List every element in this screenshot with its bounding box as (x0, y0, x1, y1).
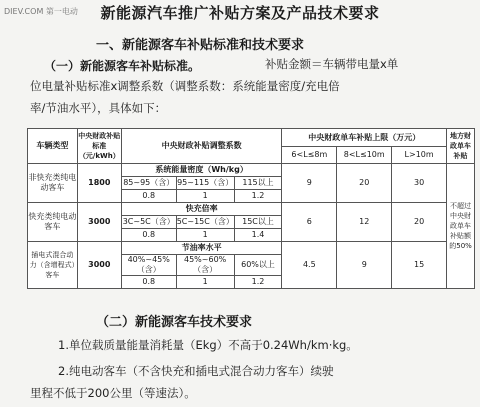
factor-cell: 1.4 (234, 229, 282, 242)
section-1-heading: 一、新能源客车补贴标准和技术要求 (96, 38, 305, 53)
subsidy-table (27, 128, 475, 289)
range-cell: 95~115（含） (176, 177, 234, 190)
row-standard: 1800 (77, 164, 121, 203)
factor-cell: 0.8 (121, 229, 176, 242)
row-cap: 9 (337, 242, 392, 289)
page-title: 新能源汽车推广补贴方案及产品技术要求 (100, 4, 380, 22)
row-cap: 30 (392, 164, 447, 203)
length-col: L>10m (392, 147, 447, 164)
row-metric: 快充倍率 (121, 203, 282, 216)
row-type: 插电式混合动力（含增程式）客车 (28, 242, 78, 289)
range-cell: 85~95（含） (121, 177, 176, 190)
requirement-2-line-2: 里程不低于200公里（等速法）。 (30, 386, 196, 400)
header-vehicle-type: 车辆类型 (28, 129, 78, 164)
requirement-2-line-1: 2.纯电动客车（不含快充和插电式混合动力客车）续驶 (58, 364, 334, 378)
row-metric: 系统能量密度（Wh/kg） (121, 164, 282, 177)
requirement-1: 1.单位载质量能量消耗量（Ekg）不高于0.24Wh/km·kg。 (58, 338, 358, 352)
factor-cell: 1.2 (234, 190, 282, 203)
header-subsidy-standard: 中央财政补贴标准（元/kWh） (77, 129, 121, 164)
range-cell: 115以上 (234, 177, 282, 190)
length-col: 8<L≤10m (337, 147, 392, 164)
header-adjust-coefficient: 中央财政补贴调整系数 (121, 129, 282, 164)
row-cap: 20 (392, 203, 447, 242)
row-cap: 12 (337, 203, 392, 242)
section-1-subheading: （一）新能源客车补贴标准。 (44, 59, 201, 73)
range-cell: 3C~5C（含） (121, 216, 176, 229)
paragraph-line-3: 率/节油水平），具体如下： (30, 101, 167, 115)
factor-cell: 1 (176, 276, 234, 289)
factor-cell: 1 (176, 229, 234, 242)
range-cell: 45%~60%（含） (176, 255, 234, 276)
row-type: 非快充类纯电动客车 (28, 164, 78, 203)
range-cell: 60%以上 (234, 255, 282, 276)
watermark: DIEV.COM 第一电动 (4, 7, 78, 16)
length-col: 6<L≤8m (282, 147, 337, 164)
factor-cell: 1 (176, 190, 234, 203)
range-cell: 15C以上 (234, 216, 282, 229)
row-cap: 6 (282, 203, 337, 242)
header-local-subsidy: 地方财政单车补贴 (447, 129, 475, 164)
header-subsidy-cap: 中央财政单车补贴上限（万元） (282, 129, 447, 147)
paragraph-line-1: 补贴金额＝车辆带电量x单 (265, 57, 399, 71)
local-subsidy-note: 不超过中央财政单车补贴额的50% (447, 164, 475, 289)
row-metric: 节油率水平 (121, 242, 282, 255)
row-standard: 3000 (77, 203, 121, 242)
factor-cell: 0.8 (121, 276, 176, 289)
row-cap: 9 (282, 164, 337, 203)
factor-cell: 1.2 (234, 276, 282, 289)
row-cap: 15 (392, 242, 447, 289)
row-type: 快充类纯电动客车 (28, 203, 78, 242)
row-standard: 3000 (77, 242, 121, 289)
section-2-heading: （二）新能源客车技术要求 (96, 315, 253, 330)
row-cap: 20 (337, 164, 392, 203)
range-cell: 5C~15C（含） (176, 216, 234, 229)
paragraph-line-2: 位电量补贴标准x调整系数（调整系数：系统能量密度/充电倍 (30, 79, 340, 93)
row-cap: 4.5 (282, 242, 337, 289)
range-cell: 40%~45%（含） (121, 255, 176, 276)
factor-cell: 0.8 (121, 190, 176, 203)
